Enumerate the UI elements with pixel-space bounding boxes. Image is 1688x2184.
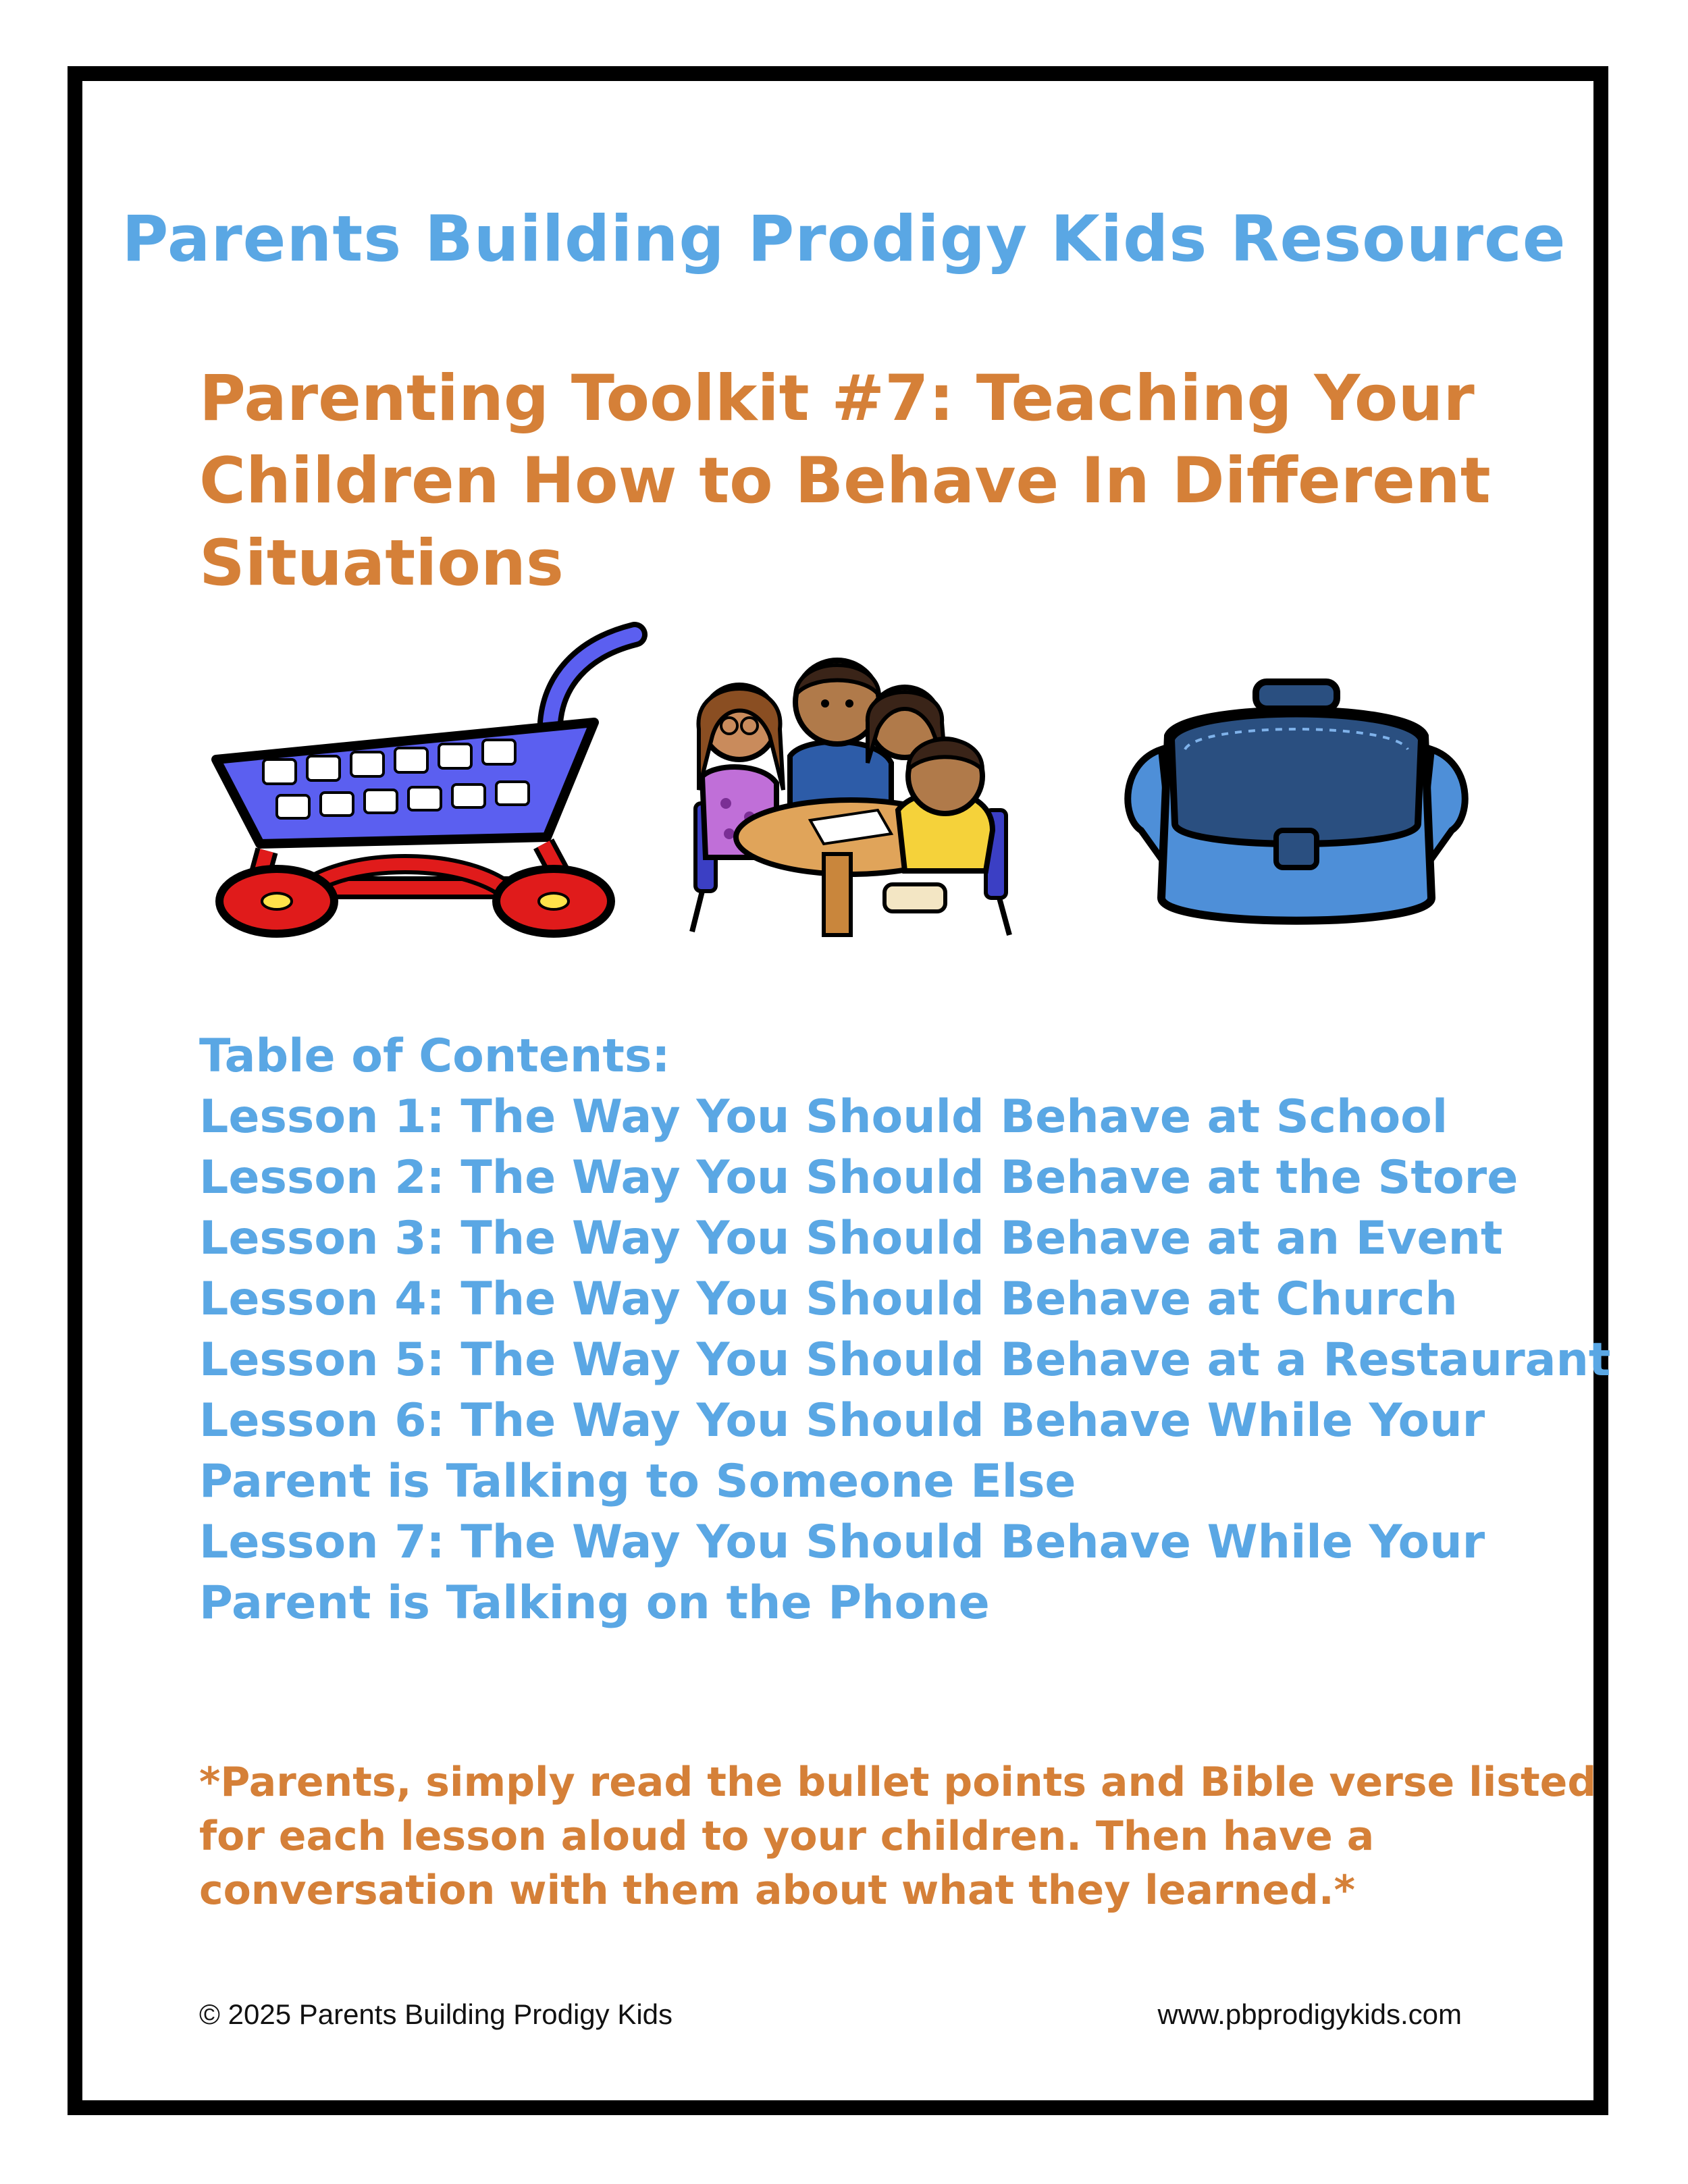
note-line: conversation with them about what they learned.* [199,1867,1356,1914]
toc-heading: Table of Contents: [199,1030,670,1083]
shopping-cart-icon [203,621,648,938]
backpack-icon [1121,675,1472,945]
toc-line: Lesson 3: The Way You Should Behave at an Event [199,1212,1503,1265]
resource-title: Parents Building Prodigy Kids Resource [122,203,1566,276]
toc-line: Lesson 1: The Way You Should Behave at School [199,1090,1448,1144]
table-of-contents [199,1026,1610,1634]
note-line: *Parents, simply read the bullet points and Bible verse listed [199,1759,1597,1806]
toc-line: Lesson 2: The Way You Should Behave at the Store [199,1151,1519,1204]
copyright-text: © 2025 Parents Building Prodigy Kids [199,1998,673,2030]
note-line: for each lesson aloud to your children. Then have a [199,1813,1375,1860]
toc-line: Lesson 6: The Way You Should Behave While Your [199,1394,1485,1447]
toc-line: Parent is Talking on the Phone [199,1576,990,1630]
toolkit-title-line: Children How to Behave In Different [199,444,1491,518]
toolkit-title [199,358,1491,605]
toc-line: Lesson 4: The Way You Should Behave at Church [199,1273,1458,1326]
children-at-table-icon [675,628,1040,945]
website-link[interactable]: www.pbprodigykids.com [1157,1998,1462,2030]
parent-instructions-note [199,1755,1597,1917]
toc-line: Lesson 5: The Way You Should Behave at a Restaurant [199,1333,1611,1387]
toc-line: Parent is Talking to Someone Else [199,1455,1076,1508]
toolkit-title-line: Situations [199,527,564,600]
toolkit-title-line: Parenting Toolkit #7: Teaching Your [199,362,1475,435]
toc-line: Lesson 7: The Way You Should Behave While Your [199,1516,1485,1569]
